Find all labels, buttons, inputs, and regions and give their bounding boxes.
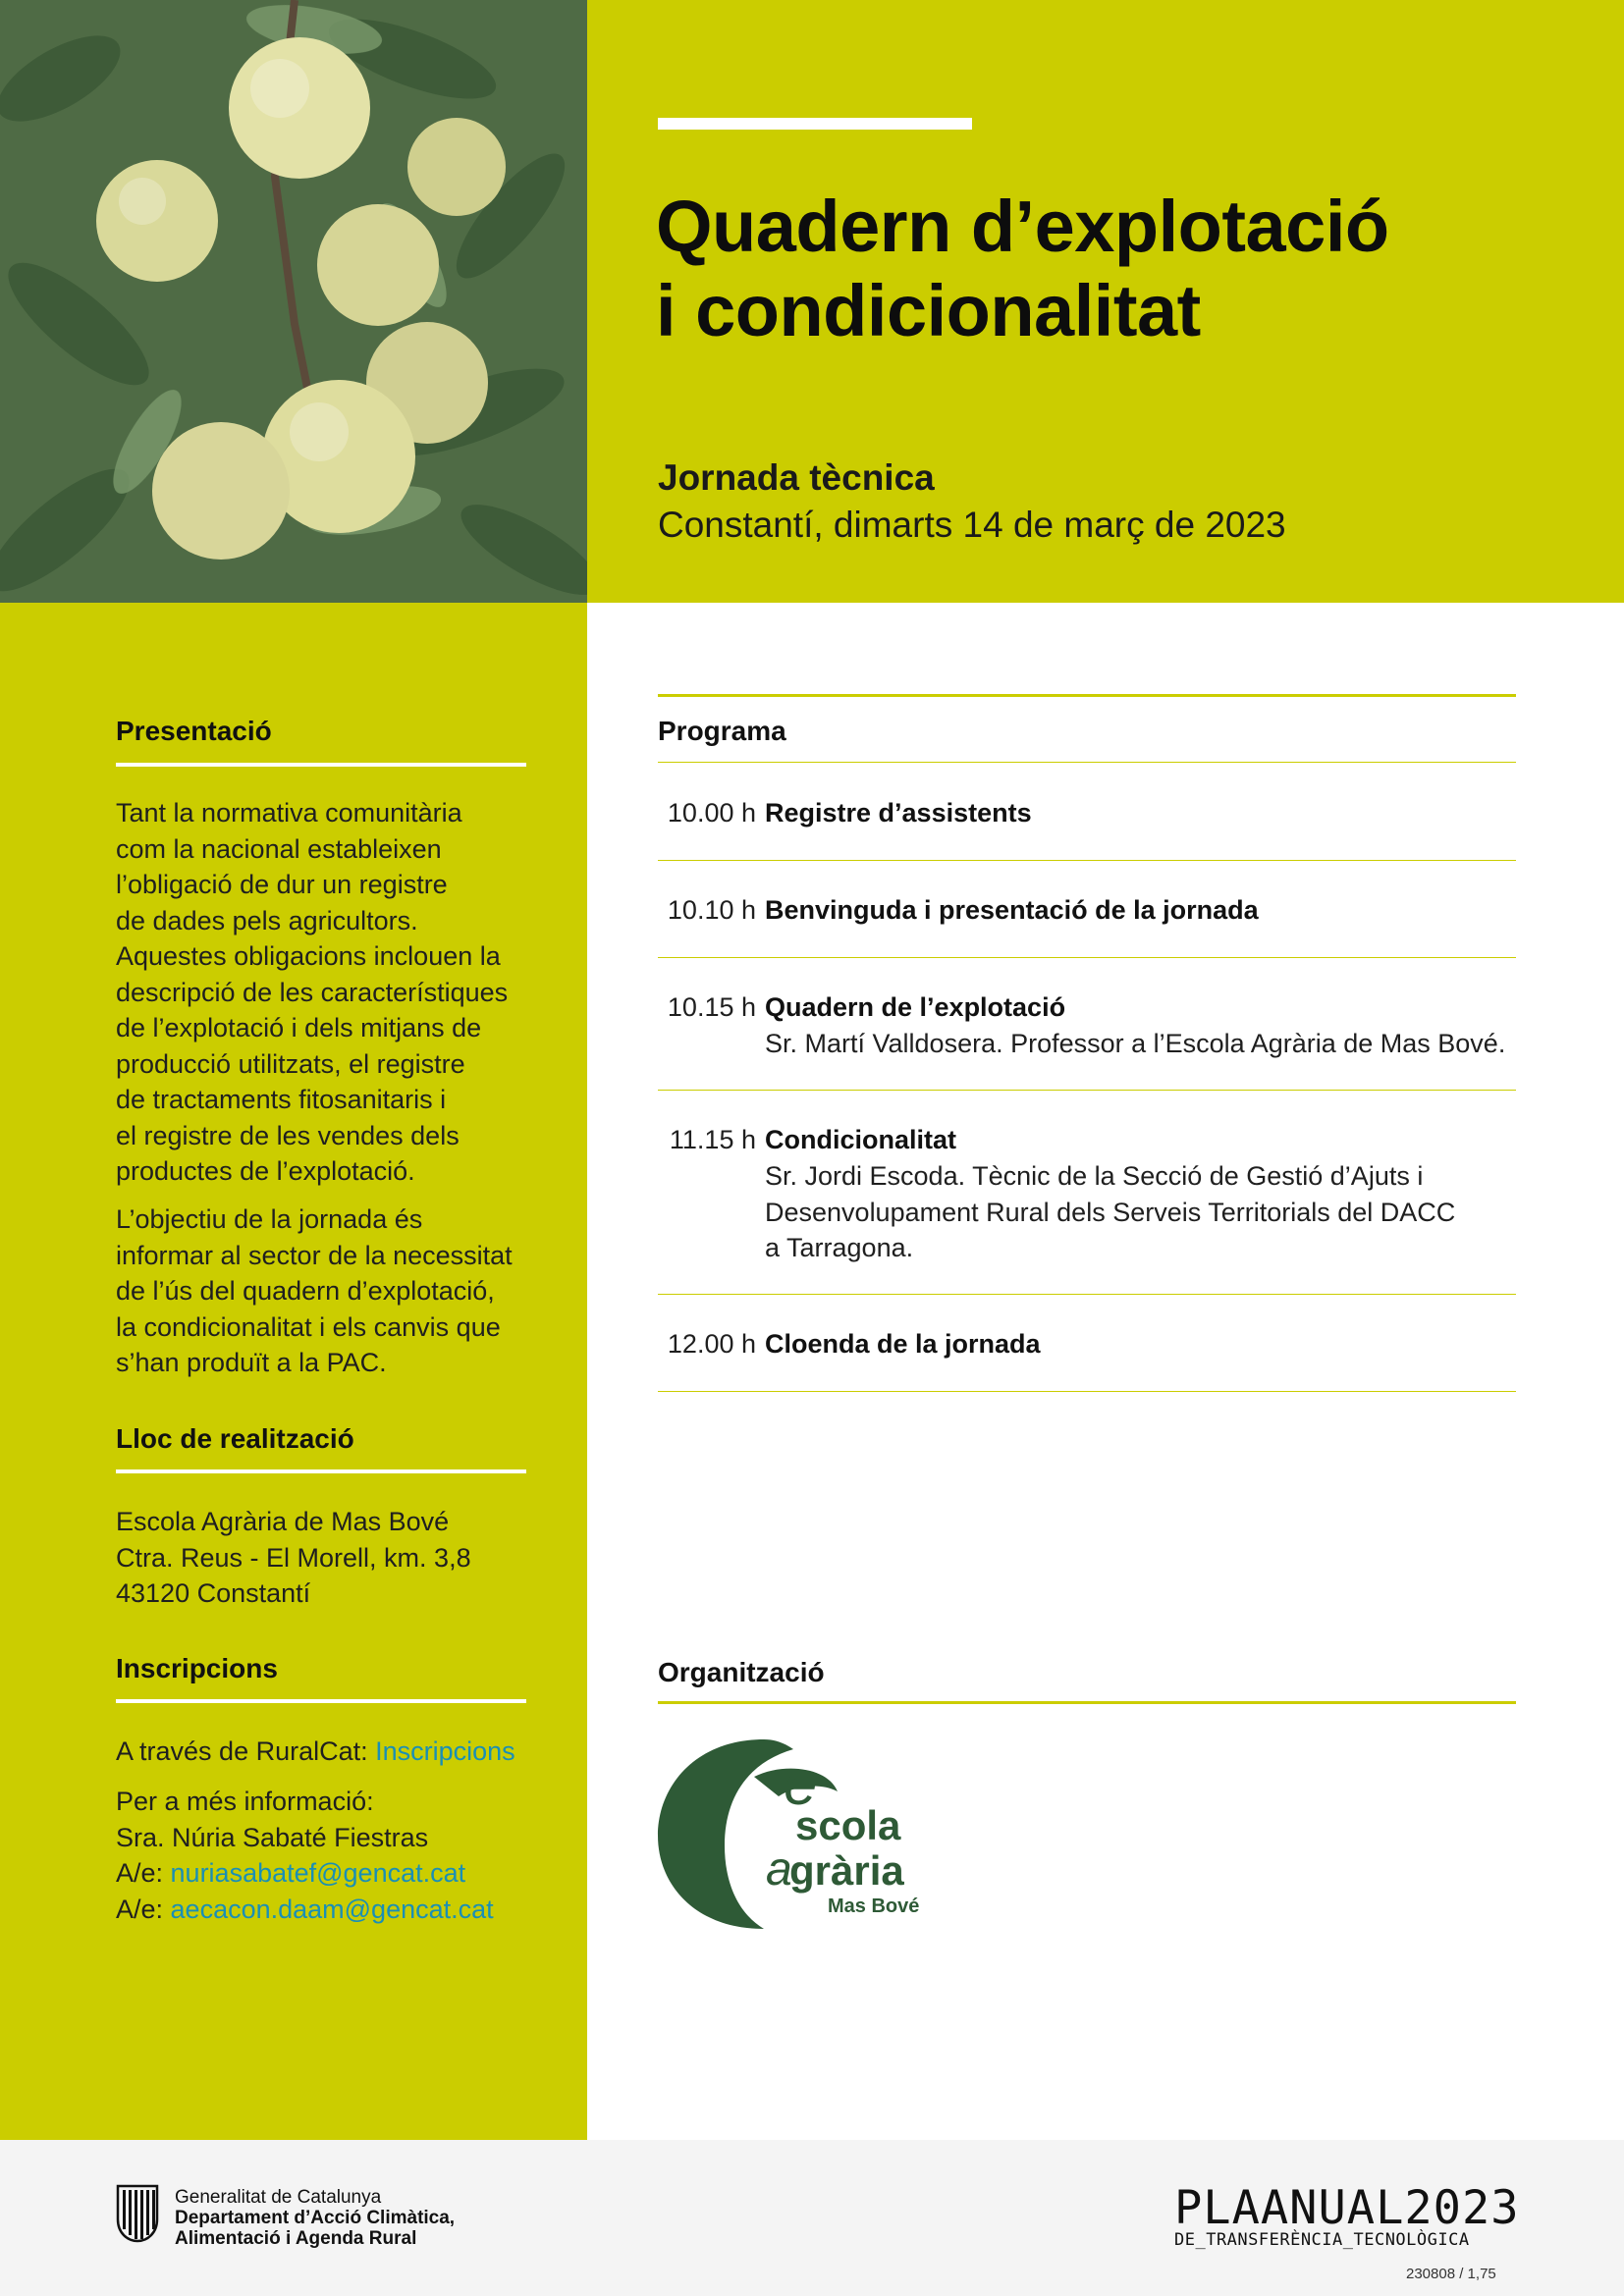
- program-title-2: Benvinguda i presentació de la jornada: [765, 895, 1259, 925]
- svg-text:a: a: [766, 1843, 792, 1896]
- inscripcions-info: Per a més informació: Sra. Núria Sabaté Fiestras A/e: nuriasabatef@gencat.cat A/e: aecacon.daam@gencat.cat: [116, 1787, 494, 1924]
- program-time-3: 10.15 h: [667, 992, 756, 1022]
- programa-heading: Programa: [658, 716, 786, 746]
- program-desc-4: Sr. Jordi Escoda. Tècnic de la Secció de Gestió d’Ajuts i Desenvolupament Rural dels Serveis Territorials del DACC a Tarragona.: [765, 1161, 1456, 1262]
- program-time-4: 11.15 h: [669, 1125, 756, 1154]
- event-date: Constantí, dimarts 14 de març de 2023: [658, 505, 1286, 545]
- title-line-2: i condicionalitat: [656, 270, 1201, 351]
- presentacio-text-1: Tant la normativa comunitària com la nacional estableixen l’obligació de dur un registre de dades pels agricultors. Aquestes obligacions inclouen la descripció de les característiques de l’explotació i dels mitjans de producció utilitzats, el registre de tractaments fitosanitaris i el registre de les vendes dels productes de l’explotació.: [116, 798, 509, 1186]
- generalitat-text: Generalitat de Catalunya Departament d’Acció Climàtica, Alimentació i Agenda Rural: [175, 2187, 456, 2249]
- lloc-address: Escola Agrària de Mas Bové Ctra. Reus - El Morell, km. 3,8 43120 Constantí: [116, 1507, 471, 1608]
- programa-line: [658, 1294, 1516, 1295]
- generalitat-emblem-icon: [116, 2184, 159, 2243]
- programa-line: [658, 860, 1516, 861]
- presentacio-text-2: L’objectiu de la jornada és informar al sector de la necessitat de l’ús del quadern d’explotació, la condicionalitat i els canvis que s’han produït a la PAC.: [116, 1204, 513, 1377]
- inscripcions-heading: Inscripcions: [116, 1653, 278, 1683]
- document-code: 230808 / 1,75: [1406, 2266, 1496, 2282]
- program-title-1: Registre d’assistents: [765, 798, 1032, 828]
- program-title-5: Cloenda de la jornada: [765, 1329, 1041, 1359]
- inscripcions-link[interactable]: Inscripcions: [375, 1736, 515, 1766]
- event-type: Jornada tècnica: [658, 457, 935, 498]
- email-link-1[interactable]: nuriasabatef@gencat.cat: [170, 1858, 466, 1888]
- program-title-3: Quadern de l’explotació: [765, 992, 1066, 1022]
- program-time-2: 10.10 h: [667, 895, 756, 925]
- presentacio-heading: Presentació: [116, 716, 272, 746]
- plan-anual-subtitle: DE_TRANSFERÈNCIA_TECNOLÒGICA: [1174, 2230, 1470, 2250]
- lloc-rule: [116, 1469, 526, 1473]
- header-photo-quinces: [0, 0, 587, 603]
- program-desc-3: Sr. Martí Valldosera. Professor a l’Escola Agrària de Mas Bové.: [765, 1029, 1506, 1058]
- header-rule: [658, 118, 972, 130]
- logo-text-masbove: Mas Bové: [828, 1896, 920, 1917]
- programa-line: [658, 762, 1516, 763]
- page-title: [656, 185, 1540, 353]
- organitzacio-rule: [658, 1701, 1516, 1704]
- escola-agraria-logo: [656, 1737, 921, 1934]
- plan-anual-title: PLAANUAL2023: [1174, 2181, 1520, 2235]
- lloc-heading: Lloc de realització: [116, 1423, 354, 1454]
- inscripcions-via: A través de RuralCat: Inscripcions: [116, 1736, 515, 1766]
- svg-text:e: e: [784, 1750, 818, 1818]
- email-link-2[interactable]: aecacon.daam@gencat.cat: [170, 1894, 494, 1924]
- programa-line: [658, 957, 1516, 958]
- presentacio-rule: [116, 763, 526, 767]
- programa-line: [658, 1090, 1516, 1091]
- program-time-5: 12.00 h: [667, 1329, 756, 1359]
- logo-text-scola: scola: [795, 1802, 901, 1848]
- logo-text-graria: grària: [789, 1847, 904, 1894]
- organitzacio-heading: Organització: [658, 1657, 825, 1687]
- program-title-4: Condicionalitat: [765, 1125, 956, 1154]
- inscripcions-rule: [116, 1699, 526, 1703]
- program-time-1: 10.00 h: [667, 798, 756, 828]
- title-line-1: Quadern d’explotació: [656, 186, 1389, 267]
- programa-line: [658, 1391, 1516, 1392]
- programa-top-rule: [658, 694, 1516, 697]
